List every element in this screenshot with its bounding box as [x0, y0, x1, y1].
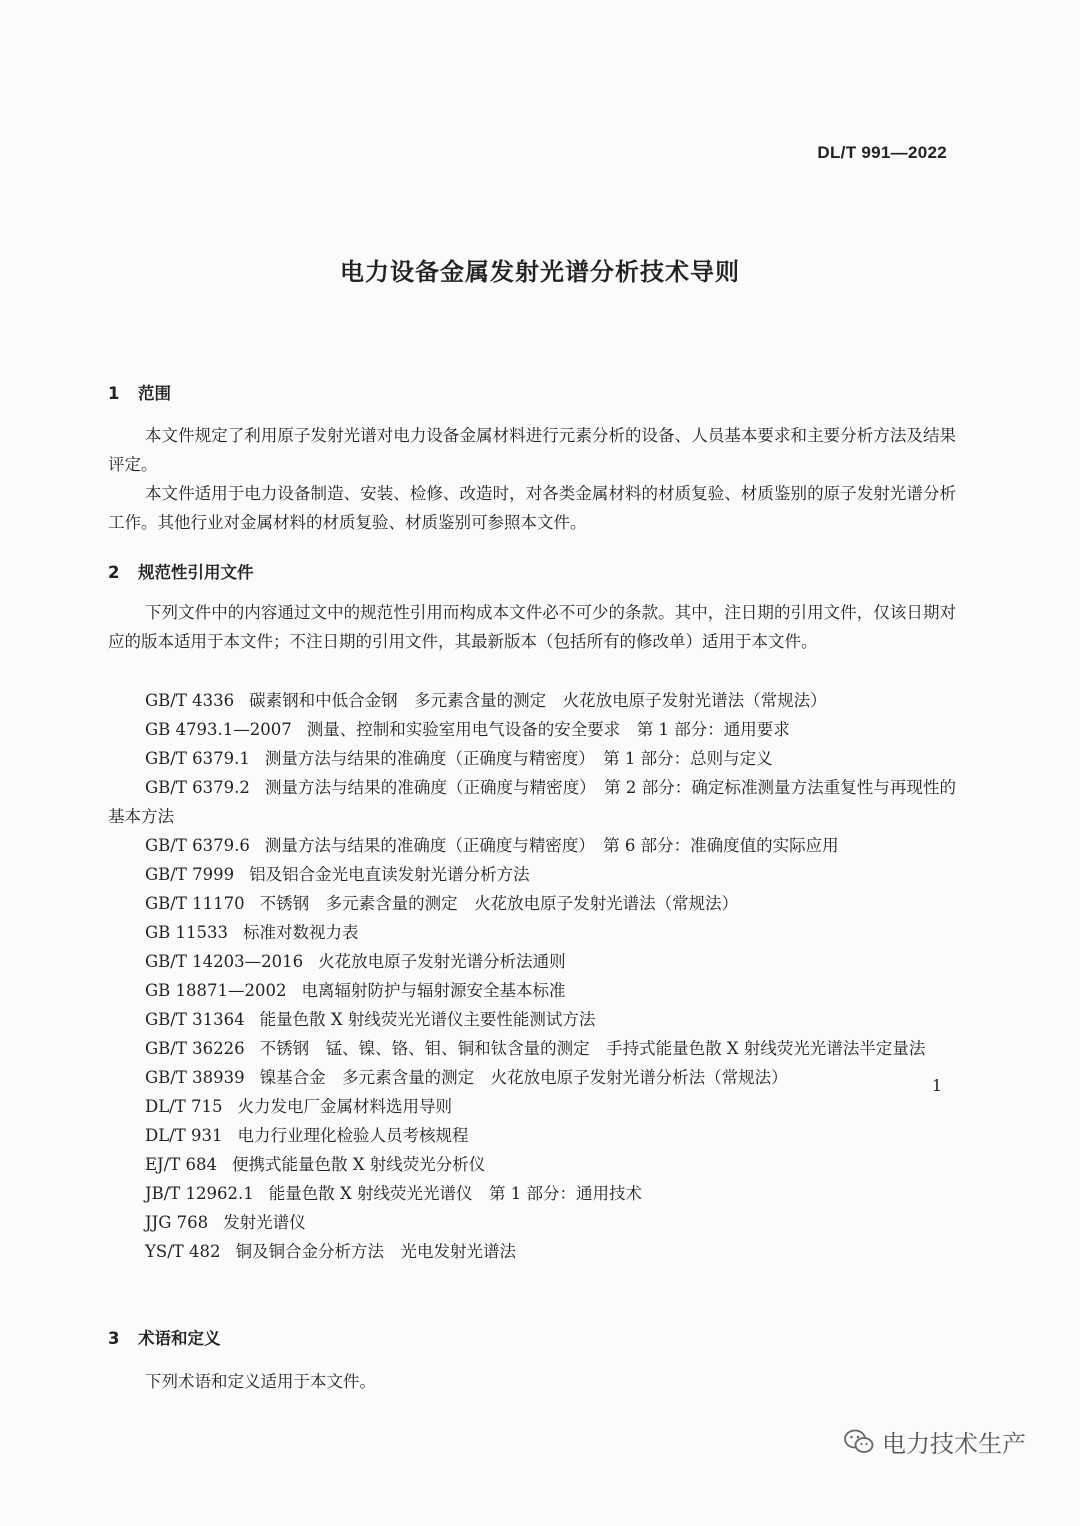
section-2-intro: 下列文件中的内容通过文中的规范性引用而构成本文件必不可少的条款。其中，注日期的引用文件，仅该日期对应的版本适用于本文件；不注日期的引用文件，其最新版本（包括所有的修改单）适用于本文件。 [108, 603, 956, 651]
reference-title: 测量方法与结果的准确度（正确度与精密度） 第 2 部分：确定标准测量方法重复性与再现性的基本方法 [108, 778, 956, 826]
reference-title: 铜及铜合金分析方法 光电发射光谱法 [235, 1242, 516, 1261]
reference-code: GB/T 4336 [145, 691, 235, 710]
reference-title: 能量色散 X 射线荧光光谱仪主要性能测试方法 [259, 1010, 596, 1029]
reference-code: GB/T 11170 [145, 894, 245, 913]
reference-item [108, 1092, 956, 1121]
standard-code: DL/T 991—2022 [817, 143, 947, 162]
reference-code: GB/T 31364 [145, 1010, 245, 1029]
section-2-heading [108, 559, 254, 583]
reference-title: 能量色散 X 射线荧光光谱仪 第 1 部分：通用技术 [268, 1184, 643, 1203]
reference-code: JJG 768 [145, 1213, 209, 1232]
reference-title: 碳素钢和中低合金钢 多元素含量的测定 火花放电原子发射光谱法（常规法） [249, 691, 827, 710]
reference-item [108, 1034, 956, 1063]
reference-item [108, 686, 956, 715]
reference-code: JB/T 12962.1 [145, 1184, 254, 1203]
reference-code: GB 4793.1—2007 [145, 720, 292, 739]
section-3-intro: 下列术语和定义适用于本文件。 [145, 1372, 376, 1391]
reference-item [108, 1179, 956, 1208]
section-1-paragraph: 本文件规定了利用原子发射光谱对电力设备金属材料进行元素分析的设备、人员基本要求和主要分析方法及结果评定。 [108, 426, 956, 474]
reference-code: GB/T 14203—2016 [145, 952, 304, 971]
reference-item [108, 1121, 956, 1150]
reference-item [108, 715, 956, 744]
section-3-heading [108, 1325, 221, 1349]
section-number: 3 [108, 1329, 120, 1348]
reference-title: 铝及铝合金光电直读发射光谱分析方法 [249, 865, 530, 884]
reference-code: YS/T 482 [145, 1242, 221, 1261]
reference-item [108, 976, 956, 1005]
reference-item [108, 1150, 956, 1179]
reference-item [108, 860, 956, 889]
watermark [844, 1424, 1026, 1459]
reference-item [108, 947, 956, 976]
reference-item [108, 831, 956, 860]
reference-code: GB/T 7999 [145, 865, 235, 884]
reference-item [108, 1063, 956, 1092]
reference-item [108, 1237, 956, 1266]
wechat-icon [844, 1429, 874, 1455]
reference-title: 不锈钢 锰、镍、铬、钼、铜和钛含量的测定 手持式能量色散 X 射线荧光光谱法半定量法 [259, 1039, 926, 1058]
section-1-paragraph: 本文件适用于电力设备制造、安装、检修、改造时，对各类金属材料的材质复验、材质鉴别的原子发射光谱分析工作。其他行业对金属材料的材质复验、材质鉴别可参照本文件。 [108, 484, 956, 532]
reference-item [108, 773, 956, 831]
section-title: 规范性引用文件 [138, 563, 254, 582]
reference-item [108, 744, 956, 773]
reference-title: 标准对数视力表 [243, 923, 359, 942]
section-number: 2 [108, 563, 120, 582]
reference-title: 测量方法与结果的准确度（正确度与精密度） 第 6 部分：准确度值的实际应用 [264, 836, 839, 855]
reference-title: 测量方法与结果的准确度（正确度与精密度） 第 1 部分：总则与定义 [264, 749, 773, 768]
reference-title: 火力发电厂金属材料选用导则 [237, 1097, 452, 1116]
reference-code: GB/T 36226 [145, 1039, 245, 1058]
watermark-text: 电力技术生产 [882, 1430, 1026, 1458]
reference-code: GB 18871—2002 [145, 981, 287, 1000]
reference-item [108, 918, 956, 947]
reference-code: GB/T 6379.6 [145, 836, 250, 855]
page-number: 1 [931, 1076, 942, 1095]
section-title: 术语和定义 [138, 1329, 221, 1348]
reference-code: DL/T 931 [145, 1126, 223, 1145]
reference-title: 火花放电原子发射光谱分析法通则 [318, 952, 566, 971]
reference-code: EJ/T 684 [145, 1155, 217, 1174]
reference-title: 便携式能量色散 X 射线荧光分析仪 [231, 1155, 486, 1174]
reference-title: 电力行业理化检验人员考核规程 [237, 1126, 469, 1145]
reference-title: 电离辐射防护与辐射源安全基本标准 [301, 981, 566, 1000]
reference-title: 不锈钢 多元素含量的测定 火花放电原子发射光谱法（常规法） [259, 894, 739, 913]
section-title: 范围 [138, 384, 171, 403]
reference-item [108, 889, 956, 918]
reference-code: GB 11533 [145, 923, 229, 942]
reference-title: 测量、控制和实验室用电气设备的安全要求 第 1 部分：通用要求 [306, 720, 790, 739]
reference-item [108, 1208, 956, 1237]
reference-list [108, 686, 956, 1266]
reference-code: GB/T 6379.2 [145, 778, 250, 797]
reference-code: GB/T 6379.1 [145, 749, 250, 768]
section-1-heading [108, 380, 171, 404]
reference-item [108, 1005, 956, 1034]
reference-title: 镍基合金 多元素含量的测定 火花放电原子发射光谱分析法（常规法） [259, 1068, 788, 1087]
document-title: 电力设备金属发射光谱分析技术导则 [340, 258, 740, 286]
reference-title: 发射光谱仪 [223, 1213, 306, 1232]
reference-code: DL/T 715 [145, 1097, 223, 1116]
reference-code: GB/T 38939 [145, 1068, 245, 1087]
section-number: 1 [108, 384, 120, 403]
